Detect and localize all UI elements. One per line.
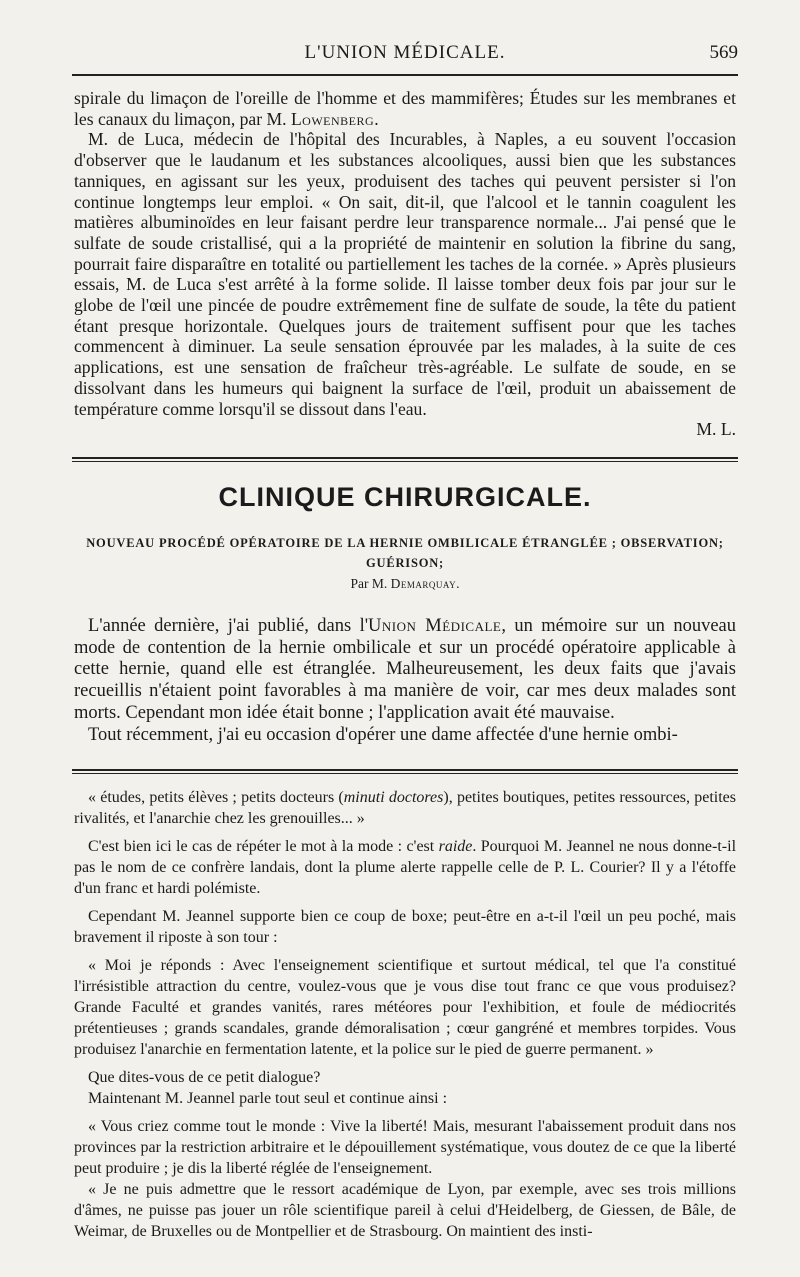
author-name: Lowenberg [290, 108, 375, 129]
section-rule-thin [72, 461, 738, 462]
text: spirale du limaçon de l'oreille de l'homme et des mammifères; Études sur les membranes et les canaux du limaçon, par M. [74, 88, 736, 129]
section-rule [72, 457, 738, 459]
text: ), petites boutiques, petites ressources, petites rivalités, et l'anarchie chez les grenouilles... » [74, 789, 737, 827]
text: M. de Luca, médecin de l'hôpital des Incurables, à Naples, a eu souvent l'occasion d'observer que le laudanum et les substances alcooliques, aussi bien que les substances tanniques, en agissant sur les yeux, produisent des taches qui peuvent persister si l'on continue longtemps leur emploi. « On sait, dit-il, que l'alcool et le tannin coagulent les matières albuminoïdes en leur faisant perdre leur transparence normale... J'ai pensé que le sulfate de soude cristallisé, qui a la propriété de maintenir en solution la fibrine du sang, pourrait faire disparaître en totalité ou partiellement les taches de la cornée. » Après plusieurs essais, M. de Luca s'est arrêté à la forme solide. Il laisse tomber deux fois par jour sur le globe de l'œil une pincée de poudre extrêmement fine de sulfate de soude, la tête du patient étant presque horizontale. Quelques jours de traitement suffisent pour que les taches commencent à diminuer. La seule sensation éprouvée par les malades, à la suite de ces applications, est une sensation de fraîcheur très-agréable. Le sulfate de soude, en se dissolvant dans les humeurs qui baignent la surface de l'œil, produit un abaissement de température comme lorsqu'il se dissout dans l'eau. [74, 129, 736, 419]
paragraph [74, 725, 736, 747]
paragraph: Que dites-vous de ce petit dialogue? [88, 1069, 321, 1086]
italic-text: minuti doctores [343, 789, 444, 806]
paragraph [74, 836, 736, 899]
paragraph [74, 616, 736, 725]
article-author [72, 576, 738, 592]
signature: M. L. [696, 419, 736, 440]
paragraph: « Vous criez comme tout le monde : Vive la liberté! Mais, mesurant l'abaissement produit dans nos provinces par la restriction arbitraire et le dépouillement systématique, vous doutez de ce que la liberté peut produire ; je dis la liberté réglée de l'enseignement. [74, 1118, 736, 1177]
paragraph: Cependant M. Jeannel supporte bien ce coup de boxe; peut-être en a-t-il l'œil un peu poché, mais bravement il riposte à son tour : [74, 908, 736, 946]
page-header [72, 40, 738, 68]
section-title: CLINIQUE CHIRURGICALE. [218, 482, 592, 512]
paragraph [74, 88, 736, 129]
paragraph: Maintenant M. Jeannel parle tout seul et continue ainsi : [88, 1090, 448, 1107]
paragraph: « Moi je réponds : Avec l'enseignement scientifique et surtout médical, tel que l'a constitué l'irrésistible attraction du centre, voulez-vous que je vous dise tout franc ce que vous produisez? Grande Faculté et grandes vanités, rares météores pour l'exhibition, et foule de médiocrités prétentieuses ; grands scandales, grande démoralisation ; cœur gangréné et membres torpides. Vous produisez l'anarchie en fermentation latente, et la police sur le pied de guerre permanent. » [74, 957, 736, 1058]
text: Tout récemment, j'ai eu occasion d'opérer une dame affectée d'une hernie ombi- [88, 724, 678, 745]
feuilleton-rule-thin [72, 773, 738, 774]
running-title: L'UNION MÉDICALE. [304, 42, 506, 63]
paragraph: « Je ne puis admettre que le ressort académique de Lyon, par exemple, avec ses trois millions d'âmes, ne puisse pas jouer un rôle scientifique pareil à celui d'Heidelberg, de Giessen, de Bâle, de Weimar, de Bruxelles ou de Montpellier et de Strasbourg. On maintient des insti- [74, 1181, 736, 1240]
italic-text: raide [438, 838, 473, 855]
text: . Pourquoi M. Jeannel ne nous donne-t-il pas le nom de ce confrère landais, dont la plume alerte rappelle celle de P. L. Courier? Il y a l'étoffe d'un franc et hardi polémiste. [74, 838, 737, 897]
text: , un mémoire sur un nouveau mode de contention de la hernie ombilicale et sur un procédé opératoire applicable à cette hernie, quand elle est étranglée. Malheureusement, les deux faits que j'avais recueillis n'étaient point favorables à ma manière de voir, car mes deux malades sont morts. Cependant mon idée était bonne ; l'application avait été mauvaise. [74, 616, 737, 723]
text: L'année dernière, j'ai publié, dans l' [88, 616, 369, 636]
author-prefix: Par M. [350, 576, 388, 591]
author-name: Demarquay [390, 576, 457, 591]
paragraph [74, 787, 736, 829]
text: C'est bien ici le cas de répéter le mot à la mode : c'est [88, 838, 439, 855]
feuilleton-rule [72, 769, 738, 771]
page-number: 569 [709, 42, 738, 63]
journal-name: Union Médicale [368, 616, 502, 636]
article-continuation [74, 88, 736, 440]
article-subtitle: NOUVEAU PROCÉDÉ OPÉRATOIRE DE LA HERNIE OMBILICALE ÉTRANGLÉE ; OBSERVATION; GUÉRISON; [86, 536, 724, 570]
feuilleton [74, 787, 736, 1249]
paragraph [74, 129, 736, 419]
text: . [374, 108, 379, 129]
article-body [74, 616, 736, 746]
author-suffix: . [456, 576, 460, 591]
header-rule [72, 74, 738, 76]
text: « études, petits élèves ; petits docteurs ( [88, 789, 344, 806]
